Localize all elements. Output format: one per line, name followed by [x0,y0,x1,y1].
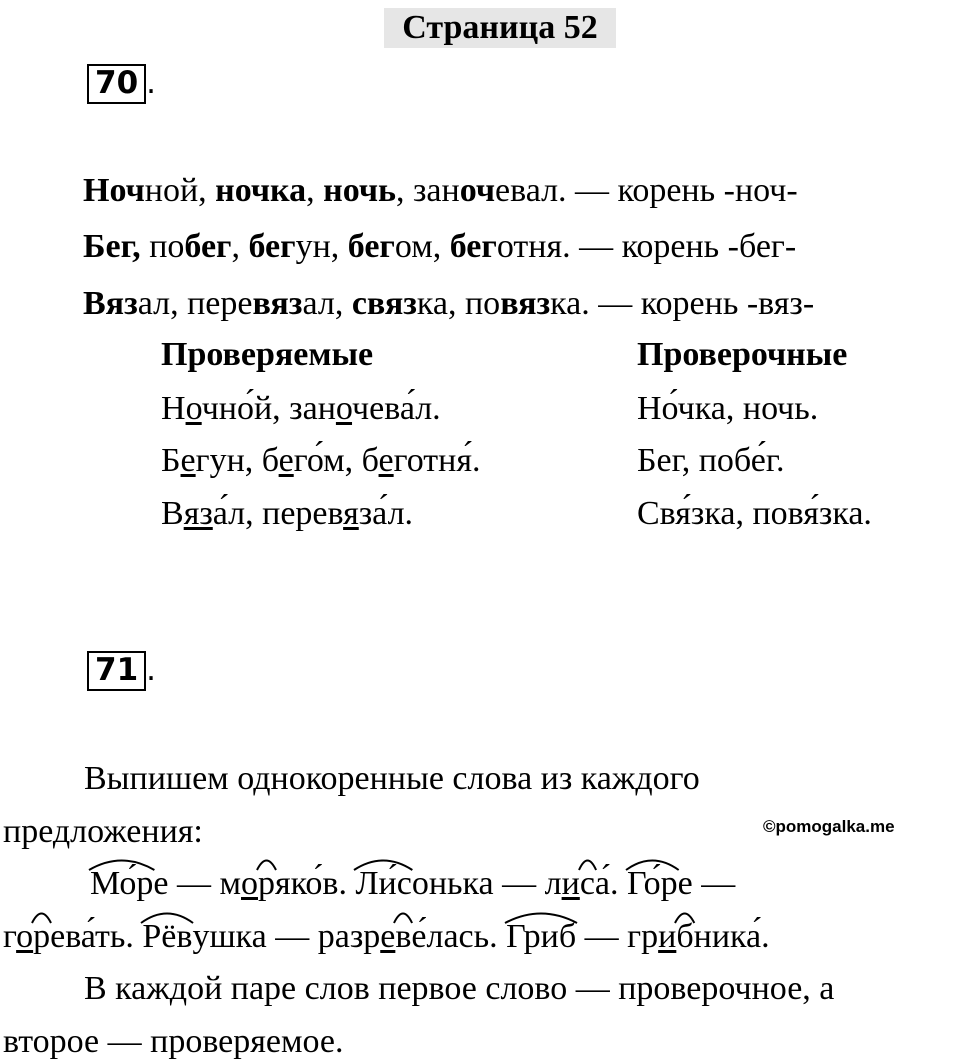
check-word-row: Но́чка, ночь. [637,390,819,427]
text-segment: , [231,228,249,265]
text-segment: готня́. [393,442,481,479]
exercise-number-dot: . [146,652,156,688]
text-segment: за́л. [358,495,414,532]
root-arc-icon [140,908,194,924]
root-segment: б [676,920,693,954]
bold-root-segment: бег [248,228,296,265]
text-segment: ал, [302,285,352,322]
root-line-noch [83,174,798,208]
conclusion-line-1: В каждой паре слов первое слово — проверочное, а [84,970,835,1007]
text-segment: , [306,172,324,209]
text-segment: ка. — корень -вяз- [550,285,815,322]
root-segment: в [395,920,411,954]
underlined-vowel: е [278,442,294,479]
text-segment: го́м, б [293,442,379,479]
root-segment: Го́р [627,867,678,901]
underlined-vowel: о [335,390,353,427]
underlined-vowel: и [658,918,677,955]
bold-root-segment: Ноч [83,172,145,209]
text-segment: ушка — разр [192,918,381,955]
bold-root-segment: вяз [252,285,303,322]
text-segment: е — [153,865,220,902]
root-segment: с [580,867,595,901]
checked-word-row [161,497,413,531]
underlined-vowel: о [185,390,202,427]
exercise-number-71 [87,651,156,691]
bold-root-segment: связ [351,285,417,322]
exercise-number-box: 71 [87,651,146,691]
text-segment: ника́. [693,918,770,955]
text-segment: Н [161,390,186,427]
page-title: Страница 52 [384,8,616,48]
root-segment: р [258,867,275,901]
text-segment: евал. — корень -ноч- [495,172,798,209]
text-segment: г [3,918,17,955]
exercise-number-dot: . [146,65,156,101]
root-line-beg [83,230,796,264]
text-segment: отня. — корень -бег- [496,228,797,265]
text-segment: а́л, перев [212,495,344,532]
text-segment: чно́й, зан [201,390,336,427]
root-arc-icon [88,855,155,871]
text-segment: ка, по [416,285,501,322]
text-segment: гун, б [195,442,279,479]
text-segment: е — [677,865,736,902]
bold-root-segment: Бег, [83,228,141,265]
text-segment: онька — [411,865,545,902]
text-segment: е́лась. [411,918,507,955]
root-segment: Мо́р [90,867,153,901]
root-arc-icon [256,855,277,871]
bold-root-segment: бег [347,228,395,265]
underlined-vowel: о [16,918,34,955]
underlined-vowel: е [180,442,196,479]
column-header-checked: Проверяемые [161,336,374,373]
text-segment: В [161,495,184,532]
exercise-number-70 [87,64,156,104]
bold-root-segment: Вяз [83,285,138,322]
root-arc-icon [393,908,413,924]
bold-root-segment: ночь [323,172,396,209]
text-segment: ун, [295,228,348,265]
root-segment: Ли́с [355,867,411,901]
bold-root-segment: бег [184,228,232,265]
bold-root-segment: бег [449,228,497,265]
root-arc-icon [31,908,52,924]
text-segment: по [140,228,185,265]
check-word-row: Бег, побе́г. [637,442,785,479]
text-segment: ал, пере [137,285,253,322]
checked-word-row [161,392,441,426]
task-intro-line-1: Выпишем однокоренные слова из каждого [84,760,700,797]
word-pairs-line-2 [3,920,770,954]
checked-word-row [161,444,480,478]
root-segment: р [33,920,50,954]
text-segment: чева́л. [352,390,441,427]
text-segment: , зан [395,172,460,209]
check-word-row: Свя́зка, повя́зка. [637,495,872,532]
underlined-vowel: и [561,865,580,902]
bold-root-segment: ночка [215,172,307,209]
text-segment: ева́ть. [50,918,143,955]
underlined-vowel: е [378,442,394,479]
watermark: ©pomogalka.me [763,817,895,836]
bold-root-segment: оч [459,172,495,209]
text-segment: а́. [594,865,627,902]
task-intro-line-2: предложения: [3,813,203,850]
text-segment: л [544,865,562,902]
text-segment: ной, [144,172,216,209]
conclusion-line-2: второе — проверяемое. [3,1023,344,1060]
underlined-vowel: о [241,865,258,902]
root-arc-icon [578,855,597,871]
underlined-vowel: я [343,495,359,532]
root-arc-icon [625,855,680,871]
root-arc-icon [674,908,695,924]
word-pairs-line-1 [90,867,735,901]
root-segment: Гриб [506,920,576,954]
text-segment: ом, [394,228,450,265]
root-segment: Рёв [142,920,192,954]
root-arc-icon [504,908,578,924]
root-line-vyaz [83,287,814,321]
bold-root-segment: вяз [500,285,551,322]
column-header-check: Проверочные [637,336,848,373]
text-segment: Б [161,442,181,479]
text-segment: — гр [576,918,659,955]
root-arc-icon [353,855,413,871]
exercise-number-box: 70 [87,64,146,104]
text-segment: яко́в. [275,865,356,902]
underlined-vowel: е [380,918,396,955]
underlined-vowel: яз [183,495,213,532]
text-segment: м [219,865,241,902]
